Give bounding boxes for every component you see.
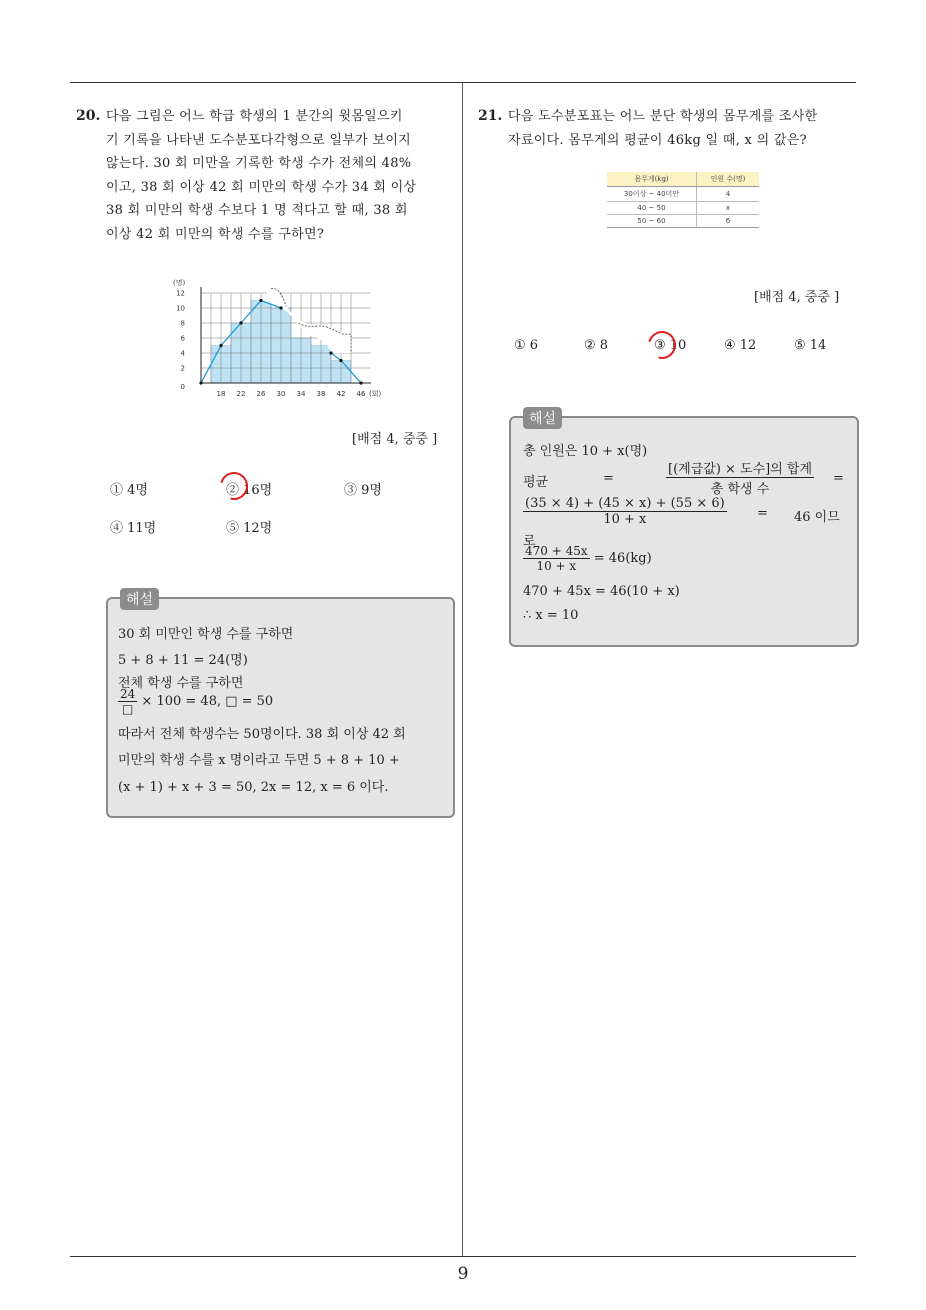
data-point (329, 351, 332, 354)
page-number: 9 (457, 1264, 469, 1284)
y-axis-label: (명) (173, 279, 186, 287)
x-tick-label: 38 (316, 390, 326, 398)
sol-line: 46 이므 (794, 510, 840, 525)
answer-circle-mark (215, 467, 253, 505)
y-tick-label: 10 (176, 304, 185, 313)
fraction: $\frac{470 + 45x}{10 + x}$ (525, 544, 588, 573)
sol-line: 30 회 미만인 학생 수를 구하면 (118, 627, 294, 642)
q20-score-tag: [배점 4, 중중 ] (352, 432, 438, 447)
q21-line: 자료이다. 몸무게의 평균이 46kg 일 때, x 의 값은? (508, 132, 807, 148)
y-tick-label: 4 (180, 349, 185, 358)
column-divider (462, 83, 463, 1257)
table-header-row (607, 172, 759, 187)
table-cell: 30이상 ~ 40미만 (607, 187, 697, 202)
sol-eq: = (757, 506, 768, 521)
origin-label: 0 (180, 383, 185, 391)
q21-text (508, 105, 858, 152)
fraction: $\frac{\text{[(계급값) × 도수]의 합계}}{\text{총 학생 수}}$ (666, 458, 814, 497)
q21-choice-1[interactable]: ① 6 (514, 338, 539, 353)
sol-line: 전체 학생 수를 구하면 (118, 676, 244, 691)
solution-label: 해설 (120, 588, 159, 610)
sol-line: ∴ x = 10 (523, 608, 579, 623)
data-point (219, 344, 222, 347)
frequency-polygon-chart (165, 268, 395, 408)
sol-line: 총 인원은 10 + x(명) (523, 444, 648, 459)
x-axis-label: (회) (369, 390, 382, 398)
y-tick-label: 8 (180, 319, 185, 328)
q21-choice-3[interactable]: ③ 10 (654, 338, 687, 353)
table-cell: 50 ~ 60 (607, 215, 697, 228)
data-point (279, 306, 282, 309)
q20-choice-3[interactable]: ③ 9명 (344, 483, 382, 498)
q21-line: 다음 도수분포표는 어느 분단 학생의 몸무게를 조사한 (508, 109, 818, 124)
q20-line: 38 회 미만의 학생 수보다 1 명 적다고 할 때, 38 회 (106, 203, 408, 218)
q20-line: 다음 그림은 어느 학급 학생의 1 분간의 윗몸일으키 (106, 109, 403, 124)
sol-avg-label: 평균 (523, 475, 549, 490)
q21-number: 21. (478, 108, 503, 124)
bottom-rule (70, 1256, 856, 1257)
fraction: $\frac{(35 \times 4) + (45 \times x) + (55 \times 6)}{10 + x}$ (525, 496, 725, 527)
data-point (359, 381, 362, 384)
x-tick-label: 46 (356, 390, 366, 398)
top-rule (70, 82, 856, 83)
sol-fraction (666, 458, 814, 497)
q21-choice-4[interactable]: ④ 12 (724, 338, 757, 353)
table-header: 인원 수(명) (697, 172, 760, 187)
y-tick-label: 6 (180, 334, 185, 343)
y-tick-label: 12 (176, 289, 185, 298)
q21-solution-box (509, 411, 859, 647)
x-tick-label: 26 (256, 390, 266, 398)
sol-fraction-line: $\frac{24}{□}$ × 100 = 48, □ = 50 (120, 687, 274, 716)
data-point (259, 299, 262, 302)
data-point (199, 381, 202, 384)
solution-label: 해설 (523, 407, 562, 429)
q20-line: 기 기록을 나타낸 도수분포다각형으로 일부가 보이지 (106, 132, 412, 148)
q21-choice-5[interactable]: ⑤ 14 (794, 338, 827, 353)
fraction: $\frac{24}{□}$ (120, 687, 136, 716)
sol-fraction-line: $\frac{470 + 45x}{10 + x}$ = 46(kg) (525, 544, 652, 573)
sol-eq: = (603, 471, 614, 486)
data-point (339, 359, 342, 362)
x-tick-label: 42 (336, 390, 346, 398)
sol-line: 로 (523, 534, 536, 549)
q21-choice-2[interactable]: ② 8 (584, 338, 609, 353)
q20-solution-box (106, 592, 455, 818)
q20-choice-5[interactable]: ⑤ 12명 (226, 521, 273, 536)
q20-line: 않는다. 30 회 미만을 기록한 학생 수가 전체의 48% (106, 156, 412, 171)
data-point (239, 321, 242, 324)
x-tick-label: 22 (236, 390, 246, 398)
sol-line: 470 + 45x = 46(10 + x) (523, 584, 680, 599)
q20-choice-4[interactable]: ④ 11명 (110, 521, 157, 536)
table-row (607, 187, 759, 202)
q21-score-tag: [배점 4, 중중 ] (754, 290, 840, 305)
table-cell: x (697, 202, 760, 215)
y-tick-label: 2 (180, 364, 185, 373)
sol-line: (x + 1) + x + 3 = 50, 2x = 12, x = 6 이다. (118, 780, 389, 795)
q20-line: 이고, 38 회 이상 42 회 미만의 학생 수가 34 회 이상 (106, 179, 417, 195)
q20-choice-2[interactable]: ② 16명 (226, 483, 273, 498)
sol-line: 5 + 8 + 11 = 24(명) (118, 653, 248, 668)
frequency-table (607, 172, 759, 228)
sol-line: 따라서 전체 학생수는 50명이다. 38 회 이상 42 회 (118, 727, 406, 742)
x-tick-label: 18 (216, 390, 226, 398)
table-cell: 6 (697, 215, 760, 228)
table-row (607, 202, 759, 215)
q20-number: 20. (76, 108, 101, 124)
q20-text (106, 105, 456, 246)
table-cell: 4 (697, 187, 760, 202)
table-row (607, 215, 759, 228)
q20-line: 이상 42 회 미만의 학생 수를 구하면? (106, 226, 325, 242)
sol-line: 미만의 학생 수를 x 명이라고 두면 5 + 8 + 10 + (118, 753, 400, 768)
sol-fraction (523, 496, 727, 527)
q20-choice-1[interactable]: ① 4명 (110, 483, 148, 498)
x-tick-label: 30 (276, 390, 286, 398)
sol-eq: = (833, 471, 844, 486)
x-tick-label: 34 (296, 390, 306, 398)
answer-circle-mark (643, 326, 681, 364)
table-cell: 40 ~ 50 (607, 202, 697, 215)
table-header: 몸무게(kg) (607, 172, 697, 187)
